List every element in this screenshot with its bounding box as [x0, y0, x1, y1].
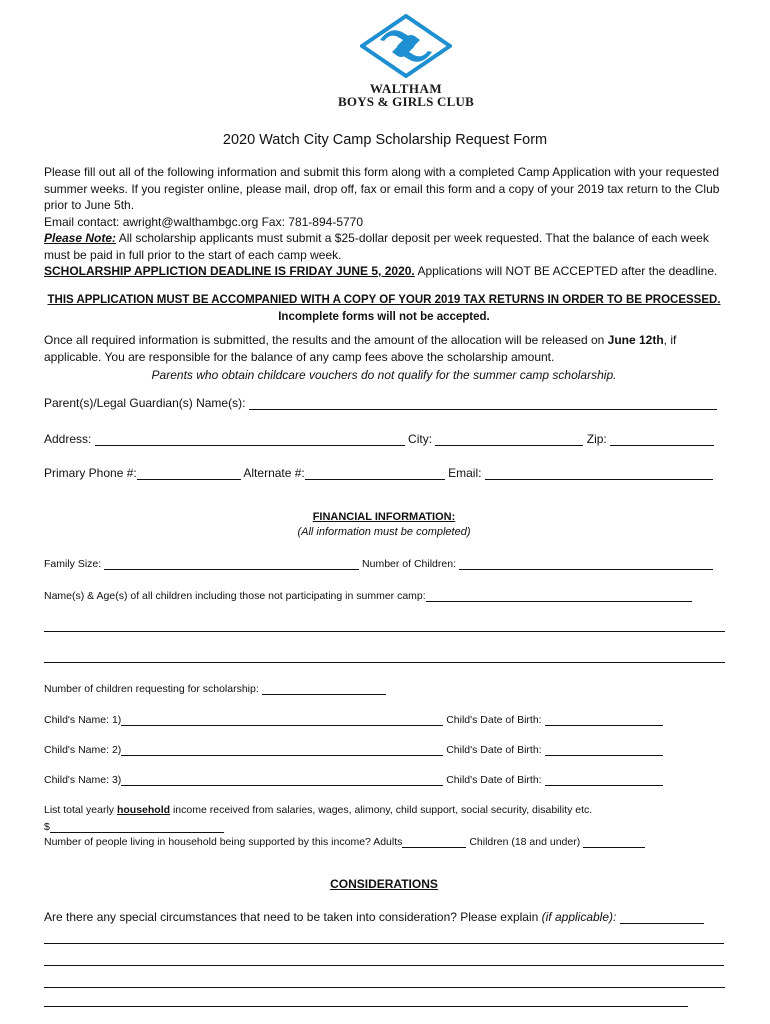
income-household: household [116, 804, 171, 816]
note-text: All scholarship applicants must submit a $25-dollar deposit per week requested. That the balance of each week must be paid in full prior to the start of each camp week. [44, 231, 709, 262]
club-logo [336, 14, 476, 118]
child-row-3 [44, 773, 726, 786]
dollar-sign: $ [44, 821, 50, 833]
num-requesting-row [44, 682, 726, 695]
guardian-label: Parent(s)/Legal Guardian(s) Name(s): [44, 396, 246, 410]
family-size-label: Family Size: [44, 558, 102, 570]
child-dob-2-field[interactable] [545, 743, 663, 756]
num-children-field[interactable] [459, 557, 713, 570]
email-field[interactable] [485, 467, 713, 480]
results-date: June 12th [607, 333, 664, 347]
names-ages-line-3[interactable] [44, 662, 725, 663]
children-label: Children (18 and under) [466, 836, 584, 848]
people-label: Number of people living in household being supported by this income? Adults [44, 836, 403, 848]
considerations-line-3[interactable] [44, 965, 724, 966]
zip-label: Zip: [586, 432, 607, 446]
people-row [44, 835, 726, 848]
city-field[interactable] [435, 433, 583, 446]
child-dob-3-field[interactable] [545, 773, 663, 786]
num-children-label: Number of Children: [362, 558, 456, 570]
child-name-1-field[interactable] [121, 713, 443, 726]
considerations-question-row [44, 910, 726, 924]
child-row-1 [44, 713, 726, 726]
names-ages-line-2[interactable] [44, 631, 725, 632]
children-under-18-field[interactable] [583, 835, 645, 848]
income-row [44, 804, 726, 816]
guardian-field[interactable] [249, 397, 717, 410]
child-name-1-label: Child's Name: 1) [44, 714, 122, 726]
child-name-2-field[interactable] [121, 743, 443, 756]
address-field[interactable] [95, 433, 405, 446]
child-dob-2-label: Child's Date of Birth: [446, 744, 542, 756]
guardian-row [44, 396, 726, 410]
names-ages-row [44, 589, 726, 602]
adults-field[interactable] [402, 835, 466, 848]
alternate-phone-field[interactable] [305, 467, 445, 480]
tax-notice-text: THIS APPLICATION MUST BE ACCOMPANIED WITH A COPY OF YOUR 2019 TAX RETURNS IN ORDER TO BE PROCESSED. [47, 294, 721, 306]
income-after: income received from salaries, wages, alimony, child support, social security, disability etc. [170, 804, 593, 816]
deadline-label: SCHOLARSHIP APPLICTION DEADLINE IS FRIDAY JUNE 5, 2020. [44, 264, 415, 278]
income-before: List total yearly [44, 804, 117, 816]
address-label: Address: [44, 432, 92, 446]
tax-notice [44, 292, 724, 325]
results-text-after: , if applicable. You are responsible for the balance of any camp fees above the scholarship amount. [44, 333, 677, 364]
child-name-3-label: Child's Name: 3) [44, 774, 122, 786]
financial-heading: FINANCIAL INFORMATION: [312, 511, 456, 523]
considerations-line-5[interactable] [44, 1006, 688, 1007]
num-requesting-field[interactable] [262, 682, 386, 695]
incomplete-notice: Incomplete forms will not be accepted. [278, 310, 490, 323]
child-dob-1-label: Child's Date of Birth: [446, 714, 542, 726]
considerations-field-1[interactable] [620, 911, 704, 924]
child-name-3-field[interactable] [121, 773, 443, 786]
considerations-question-italic: (if applicable): [541, 910, 617, 924]
names-ages-field[interactable] [426, 589, 692, 602]
considerations-question: Are there any special circumstances that need to be taken into consideration? Please explain [44, 910, 542, 924]
deadline-text: Applications will NOT BE ACCEPTED after the deadline. [414, 264, 718, 278]
family-row [44, 557, 726, 570]
income-amount-field[interactable] [50, 820, 224, 833]
logo-line-1: WALTHAM [369, 81, 443, 96]
considerations-line-4[interactable] [44, 987, 725, 988]
considerations-heading: CONSIDERATIONS [330, 877, 438, 891]
primary-phone-label: Primary Phone #: [44, 466, 137, 480]
child-dob-3-label: Child's Date of Birth: [446, 774, 542, 786]
child-dob-1-field[interactable] [545, 713, 663, 726]
email-label: Email: [448, 466, 482, 480]
child-row-2 [44, 743, 726, 756]
financial-heading-block [44, 510, 724, 540]
deposit-note [44, 230, 724, 263]
phone-row [44, 466, 726, 480]
alternate-label: Alternate #: [243, 466, 305, 480]
contact-info: Email contact: awright@walthambgc.org Fax: 781-894-5770 [44, 214, 364, 229]
income-amount-row [44, 820, 726, 833]
vouchers-note: Parents who obtain childcare vouchers do not qualify for the summer camp scholarship. [151, 368, 617, 382]
considerations-line-2[interactable] [44, 943, 724, 944]
boys-girls-club-logo-icon [360, 14, 452, 78]
form-title: 2020 Watch City Camp Scholarship Request Form [222, 132, 548, 148]
deadline-note [44, 263, 724, 280]
child-name-2-label: Child's Name: 2) [44, 744, 122, 756]
results-note [44, 332, 724, 365]
intro-section [44, 164, 724, 280]
city-label: City: [408, 432, 433, 446]
primary-phone-field[interactable] [137, 467, 241, 480]
logo-line-2: BOYS & GIRLS CLUB [338, 94, 474, 109]
address-row [44, 432, 726, 446]
num-requesting-label: Number of children requesting for scholarship: [44, 683, 259, 695]
names-ages-label: Name(s) & Age(s) of all children including those not participating in summer camp: [44, 590, 426, 602]
family-size-field[interactable] [104, 557, 359, 570]
note-label: Please Note: [44, 231, 117, 245]
zip-field[interactable] [610, 433, 714, 446]
results-text-before: Once all required information is submitted, the results and the amount of the allocation will be released on [44, 333, 608, 347]
financial-subheading: (All information must be completed) [297, 526, 471, 538]
intro-text: Please fill out all of the following information and submit this form along with a completed Camp Application with your requested summer weeks. If you register online, please mail, drop off, fax or email this form and a copy of your 2019 tax return to the Club prior to June 5th. [44, 165, 720, 212]
